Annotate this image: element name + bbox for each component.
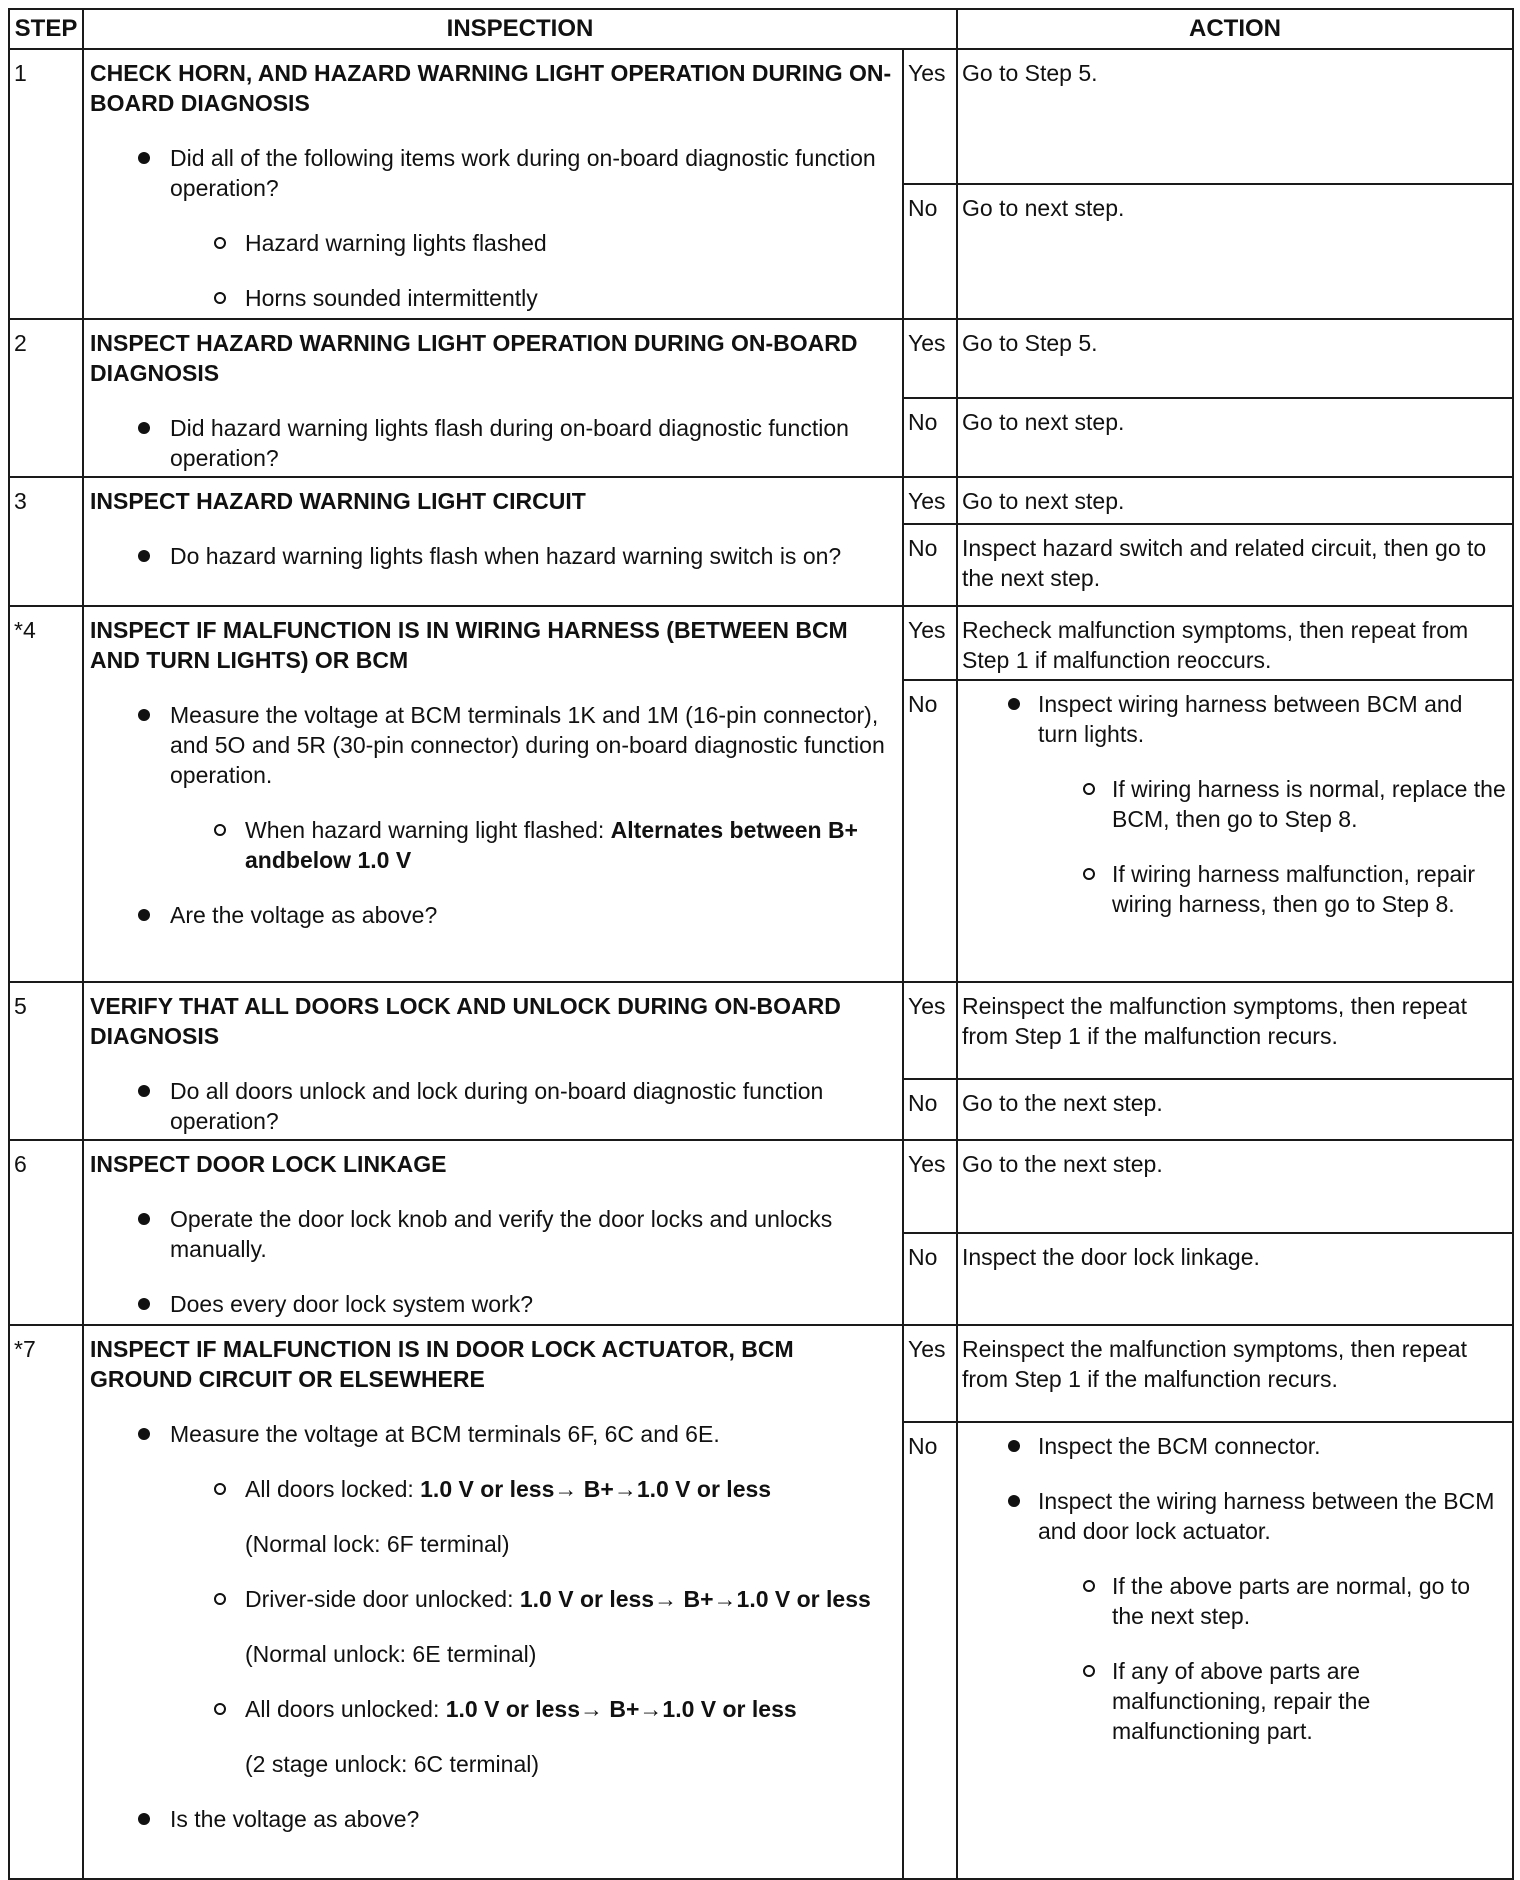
no-label: No <box>903 398 957 477</box>
no-action: Go to next step. <box>957 184 1513 319</box>
action-bullet: Inspect wiring harness between BCM and turn lights. <box>962 689 1506 749</box>
step-title: INSPECT HAZARD WARNING LIGHT CIRCUIT <box>90 488 586 514</box>
no-action <box>957 1422 1513 1879</box>
no-action: Go to the next step. <box>957 1079 1513 1140</box>
bullet: Operate the door lock knob and verify the door locks and unlocks manually. <box>90 1204 892 1264</box>
step-number: 6 <box>9 1140 83 1325</box>
terminal-note: (2 stage unlock: 6C terminal) <box>245 1751 540 1777</box>
no-label: No <box>903 1079 957 1140</box>
yes-action: Recheck malfunction symptoms, then repeat from Step 1 if malfunction reoccurs. <box>957 606 1513 680</box>
no-label: No <box>903 1422 957 1879</box>
bullet: Measure the voltage at BCM terminals 6F, 6C and 6E. <box>90 1419 892 1449</box>
inspection-cell <box>83 49 903 319</box>
header-step: STEP <box>9 9 83 49</box>
bullet: Did all of the following items work during on-board diagnostic function operation? <box>90 143 892 203</box>
step-title: INSPECT IF MALFUNCTION IS IN DOOR LOCK ACTUATOR, BCM GROUND CIRCUIT OR ELSEWHERE <box>90 1336 794 1392</box>
yes-label: Yes <box>903 982 957 1079</box>
bullet: Are the voltage as above? <box>90 900 892 930</box>
sub-bullet <box>90 1694 892 1724</box>
header-action: ACTION <box>957 9 1513 49</box>
no-action: Inspect hazard switch and related circuit, then go to the next step. <box>957 524 1513 606</box>
terminal-note: (Normal lock: 6F terminal) <box>245 1531 510 1557</box>
sub-bullet <box>90 1584 892 1614</box>
sub-bullet-label: Driver-side door unlocked: <box>245 1586 520 1612</box>
inspection-cell <box>83 606 903 982</box>
bullet: Measure the voltage at BCM terminals 1K and 1M (16-pin connector), and 5O and 5R (30-pin connector) during on-board diagnostic function operation. <box>90 700 892 790</box>
inspection-cell <box>83 1325 903 1879</box>
sub-bullet-label: All doors unlocked: <box>245 1696 446 1722</box>
step-number: 3 <box>9 477 83 606</box>
table-row <box>9 606 1513 680</box>
sub-bullet-value: Alternates between B+ andbelow 1.0 V <box>245 817 858 873</box>
table-row <box>9 982 1513 1079</box>
step-title: VERIFY THAT ALL DOORS LOCK AND UNLOCK DURING ON-BOARD DIAGNOSIS <box>90 993 841 1049</box>
yes-label: Yes <box>903 606 957 680</box>
sub-bullet-label: When hazard warning light flashed: <box>245 817 611 843</box>
table-row <box>9 477 1513 524</box>
step-title: CHECK HORN, AND HAZARD WARNING LIGHT OPERATION DURING ON-BOARD DIAGNOSIS <box>90 60 892 116</box>
sub-bullet: Hazard warning lights flashed <box>90 228 892 258</box>
step-number: 2 <box>9 319 83 477</box>
troubleshooting-table <box>8 8 1514 1880</box>
table-row <box>9 1140 1513 1233</box>
yes-label: Yes <box>903 319 957 398</box>
table-row <box>9 319 1513 398</box>
step-title: INSPECT DOOR LOCK LINKAGE <box>90 1151 447 1177</box>
sub-bullet: Horns sounded intermittently <box>90 283 892 313</box>
yes-action: Go to Step 5. <box>957 49 1513 184</box>
terminal-note: (Normal unlock: 6E terminal) <box>245 1641 537 1667</box>
table-row <box>9 1325 1513 1422</box>
inspection-cell <box>83 319 903 477</box>
yes-action: Go to Step 5. <box>957 319 1513 398</box>
step-number: 1 <box>9 49 83 319</box>
bullet: Is the voltage as above? <box>90 1804 892 1834</box>
yes-action: Reinspect the malfunction symptoms, then repeat from Step 1 if the malfunction recurs. <box>957 1325 1513 1422</box>
yes-action: Reinspect the malfunction symptoms, then repeat from Step 1 if the malfunction recurs. <box>957 982 1513 1079</box>
no-action <box>957 680 1513 982</box>
action-sub-bullet: If wiring harness is normal, replace the BCM, then go to Step 8. <box>962 774 1506 834</box>
bullet: Do all doors unlock and lock during on-board diagnostic function operation? <box>90 1076 892 1136</box>
step-title: INSPECT HAZARD WARNING LIGHT OPERATION DURING ON-BOARD DIAGNOSIS <box>90 330 858 386</box>
bullet: Does every door lock system work? <box>90 1289 892 1319</box>
sub-bullet-value: 1.0 V or less→ B+→1.0 V or less <box>519 1586 871 1612</box>
bullet: Did hazard warning lights flash during on-board diagnostic function operation? <box>90 413 892 473</box>
sub-bullet-value: 1.0 V or less→ B+→1.0 V or less <box>445 1696 797 1722</box>
step-title: INSPECT IF MALFUNCTION IS IN WIRING HARNESS (BETWEEN BCM AND TURN LIGHTS) OR BCM <box>90 617 848 673</box>
yes-label: Yes <box>903 1325 957 1422</box>
bullet: Do hazard warning lights flash when hazard warning switch is on? <box>90 541 892 571</box>
header-row <box>9 9 1513 49</box>
no-label: No <box>903 1233 957 1325</box>
action-sub-bullet: If the above parts are normal, go to the next step. <box>962 1571 1506 1631</box>
step-number: *4 <box>9 606 83 982</box>
action-bullet: Inspect the wiring harness between the BCM and door lock actuator. <box>962 1486 1506 1546</box>
inspection-cell <box>83 477 903 606</box>
inspection-cell <box>83 982 903 1140</box>
action-bullet: Inspect the BCM connector. <box>962 1431 1506 1461</box>
sub-bullet-value: 1.0 V or less→ B+→1.0 V or less <box>420 1476 772 1502</box>
table-row <box>9 49 1513 184</box>
no-label: No <box>903 680 957 982</box>
yes-action: Go to the next step. <box>957 1140 1513 1233</box>
step-number: 5 <box>9 982 83 1140</box>
action-sub-bullet: If wiring harness malfunction, repair wiring harness, then go to Step 8. <box>962 859 1506 919</box>
yes-action: Go to next step. <box>957 477 1513 524</box>
action-sub-bullet: If any of above parts are malfunctioning, repair the malfunctioning part. <box>962 1656 1506 1746</box>
no-action: Inspect the door lock linkage. <box>957 1233 1513 1325</box>
sub-bullet <box>90 1474 892 1504</box>
sub-bullet-label: All doors locked: <box>245 1476 421 1502</box>
inspection-cell <box>83 1140 903 1325</box>
no-label: No <box>903 184 957 319</box>
step-number: *7 <box>9 1325 83 1879</box>
header-inspection: INSPECTION <box>83 9 957 49</box>
no-label: No <box>903 524 957 606</box>
yes-label: Yes <box>903 477 957 524</box>
no-action: Go to next step. <box>957 398 1513 477</box>
yes-label: Yes <box>903 1140 957 1233</box>
yes-label: Yes <box>903 49 957 184</box>
sub-bullet <box>90 815 892 875</box>
